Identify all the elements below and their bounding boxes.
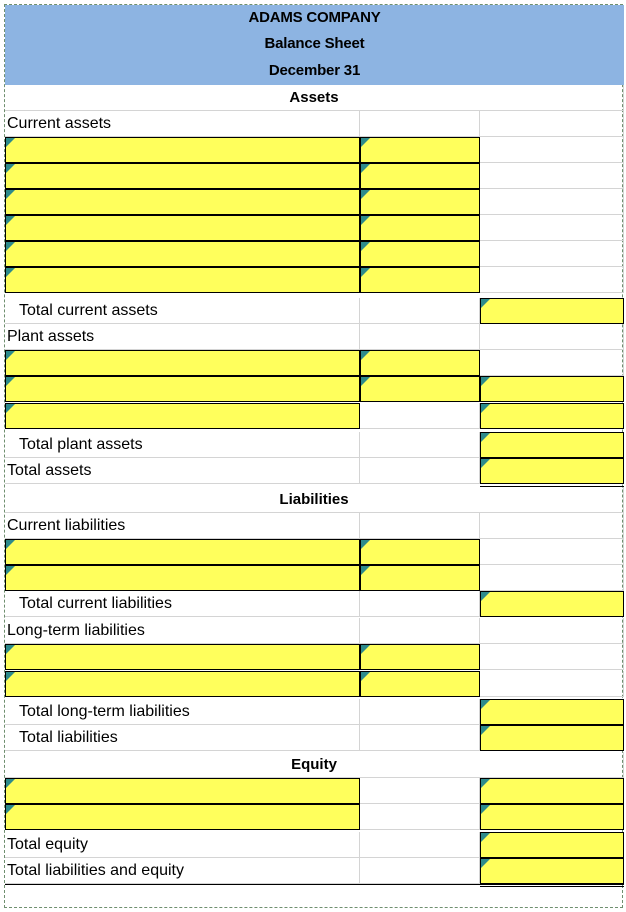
bottom-rule [5, 884, 624, 885]
blank-cell [360, 699, 480, 725]
blank-cell [360, 432, 480, 458]
blank-cell [360, 458, 480, 484]
total-plant-assets-input[interactable] [480, 432, 624, 458]
liabilities-heading: Liabilities [5, 487, 624, 513]
total-long-term-liabilities-input[interactable] [480, 699, 624, 725]
current-asset-name-input-1[interactable] [5, 137, 360, 163]
plant-assets-label: Plant assets [5, 324, 360, 350]
company-name: ADAMS COMPANY [5, 5, 624, 31]
equity-name-input-2[interactable] [5, 804, 360, 830]
long-term-liability-amount-input-2[interactable] [360, 671, 480, 697]
long-term-liability-row-1 [5, 644, 624, 670]
total-plant-assets-label: Total plant assets [5, 432, 360, 458]
blank-cell [480, 565, 624, 591]
plant-asset-name-input-2[interactable] [5, 376, 360, 402]
total-liabilities-and-equity-row [5, 858, 624, 884]
current-assets-label: Current assets [5, 111, 360, 137]
blank-cell [360, 858, 480, 884]
long-term-liabilities-label: Long-term liabilities [5, 618, 360, 644]
current-asset-name-input-6[interactable] [5, 267, 360, 293]
long-term-liability-name-input-1[interactable] [5, 644, 360, 670]
liabilities-heading-row [5, 487, 624, 513]
double-underline [480, 886, 624, 887]
current-liabilities-row [5, 513, 624, 539]
long-term-liability-amount-input-1[interactable] [360, 644, 480, 670]
blank-cell [360, 513, 480, 539]
total-current-assets-row [5, 298, 624, 324]
long-term-liability-name-input-2[interactable] [5, 671, 360, 697]
plant-asset-name-input-3[interactable] [5, 403, 360, 429]
current-asset-name-input-2[interactable] [5, 163, 360, 189]
equity-name-input-1[interactable] [5, 778, 360, 804]
current-asset-amount-input-5[interactable] [360, 241, 480, 267]
assets-heading-row [5, 85, 624, 111]
plant-asset-name-input-1[interactable] [5, 350, 360, 376]
total-equity-input[interactable] [480, 832, 624, 858]
total-assets-input[interactable] [480, 458, 624, 484]
total-long-term-liabilities-row [5, 699, 624, 725]
long-term-liabilities-row [5, 618, 624, 644]
total-assets-row [5, 458, 624, 484]
total-current-assets-label: Total current assets [5, 298, 360, 324]
plant-asset-net-input[interactable] [480, 403, 624, 429]
blank-cell [360, 298, 480, 324]
plant-asset-row-1 [5, 350, 624, 376]
blank-cell [480, 324, 624, 350]
equity-heading-row [5, 752, 624, 778]
blank-cell [480, 111, 624, 137]
blank-cell [360, 804, 480, 830]
blank-cell [480, 539, 624, 565]
total-liabilities-input[interactable] [480, 725, 624, 751]
current-liabilities-label: Current liabilities [5, 513, 360, 539]
balance-sheet [4, 4, 623, 908]
total-current-liabilities-input[interactable] [480, 591, 624, 617]
blank-cell [360, 591, 480, 617]
plant-asset-subtotal-input[interactable] [480, 376, 624, 402]
current-liability-row-2 [5, 565, 624, 591]
current-asset-name-input-4[interactable] [5, 215, 360, 241]
current-asset-row-6 [5, 267, 624, 293]
current-asset-name-input-5[interactable] [5, 241, 360, 267]
current-asset-amount-input-3[interactable] [360, 189, 480, 215]
plant-assets-row [5, 324, 624, 350]
current-liability-name-input-2[interactable] [5, 565, 360, 591]
plant-asset-row-2 [5, 376, 624, 402]
statement-title: Balance Sheet [5, 31, 624, 57]
total-current-assets-input[interactable] [480, 298, 624, 324]
blank-cell [480, 189, 624, 215]
total-equity-label: Total equity [5, 832, 360, 858]
current-liability-row-1 [5, 539, 624, 565]
current-assets-row [5, 111, 624, 137]
plant-asset-row-3 [5, 403, 624, 429]
current-asset-amount-input-4[interactable] [360, 215, 480, 241]
blank-cell [480, 241, 624, 267]
current-asset-row-4 [5, 215, 624, 241]
current-asset-row-5 [5, 241, 624, 267]
blank-cell [360, 324, 480, 350]
plant-asset-amount-input-1[interactable] [360, 350, 480, 376]
total-equity-row [5, 832, 624, 858]
current-asset-row-2 [5, 163, 624, 189]
total-long-term-liabilities-label: Total long-term liabilities [5, 699, 360, 725]
equity-row-1 [5, 778, 624, 804]
blank-cell [360, 403, 480, 429]
blank-cell [360, 618, 480, 644]
blank-cell [480, 644, 624, 670]
blank-cell [360, 832, 480, 858]
total-liabilities-label: Total liabilities [5, 725, 360, 751]
current-liability-name-input-1[interactable] [5, 539, 360, 565]
blank-cell [480, 350, 624, 376]
blank-cell [360, 725, 480, 751]
plant-asset-amount-input-2[interactable] [360, 376, 480, 402]
total-current-liabilities-label: Total current liabilities [5, 591, 360, 617]
equity-amount-input-2[interactable] [480, 804, 624, 830]
current-asset-amount-input-2[interactable] [360, 163, 480, 189]
blank-cell [480, 137, 624, 163]
current-asset-amount-input-6[interactable] [360, 267, 480, 293]
blank-cell [360, 778, 480, 804]
equity-row-2 [5, 804, 624, 830]
long-term-liability-row-2 [5, 671, 624, 697]
total-liabilities-row [5, 725, 624, 751]
equity-heading: Equity [5, 752, 624, 778]
assets-heading: Assets [5, 85, 624, 111]
statement-date: December 31 [5, 57, 624, 85]
blank-cell [480, 215, 624, 241]
blank-cell [480, 618, 624, 644]
current-liability-amount-input-2[interactable] [360, 565, 480, 591]
equity-amount-input-1[interactable] [480, 778, 624, 804]
current-asset-row-3 [5, 189, 624, 215]
blank-cell [480, 163, 624, 189]
blank-cell [480, 513, 624, 539]
current-liability-amount-input-1[interactable] [360, 539, 480, 565]
total-plant-assets-row [5, 432, 624, 458]
total-assets-label: Total assets [5, 458, 360, 484]
total-liabilities-and-equity-input[interactable] [480, 858, 624, 884]
current-asset-amount-input-1[interactable] [360, 137, 480, 163]
blank-cell [360, 111, 480, 137]
blank-cell [480, 267, 624, 293]
current-asset-name-input-3[interactable] [5, 189, 360, 215]
current-asset-row-1 [5, 137, 624, 163]
total-current-liabilities-row [5, 591, 624, 617]
total-liabilities-and-equity-label: Total liabilities and equity [5, 858, 360, 884]
blank-cell [480, 671, 624, 697]
